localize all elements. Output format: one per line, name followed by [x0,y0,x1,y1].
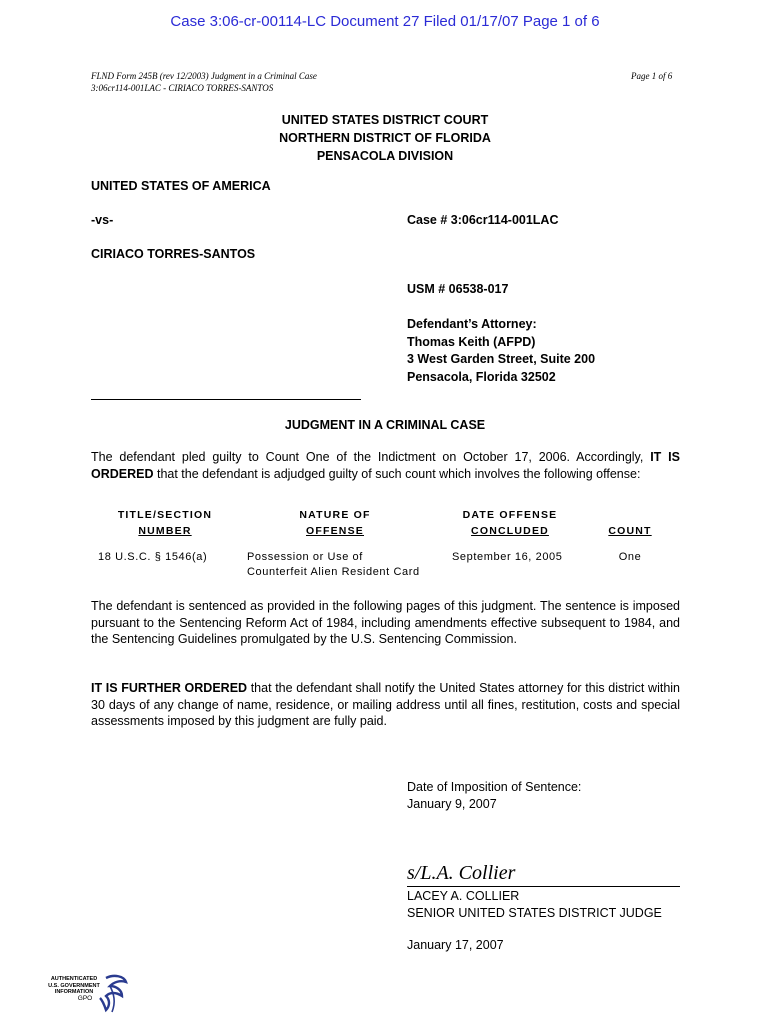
intro-text-1: The defendant pled guilty to Count One of the Indictment on October 17, 2006. Accordingly, [91,450,651,464]
signature-date: January 17, 2007 [407,938,504,952]
sentence-paragraph: The defendant is sentenced as provided in the following pages of this judgment. The sentence is imposed pursuant to the Sentencing Reform Act of 1984, including amendments effective subsequent to 1984, and the Sentencing Guidelines promulgated by the U.S. Sentencing Commission. [91,599,680,646]
header-title-line1: TITLE/SECTION [117,509,213,521]
form-header-line2: 3:06cr114-001LAC - CIRIACO TORRES-SANTOS [91,83,274,93]
intro-text-2: that the defendant is adjudged guilty of such count which involves the following offense: [153,466,641,481]
header-title-section [105,507,225,539]
court-heading [0,111,770,165]
caption-rule [91,399,361,400]
gpo-line3: INFORMATION [54,989,94,995]
attorney-address-line1: 3 West Garden Street, Suite 200 [407,352,596,366]
header-date [445,507,575,539]
case-number: Case # 3:06cr114-001LAC [407,213,559,227]
judge-signature: s/L.A. Collier [407,862,516,884]
page-number: Page 1 of 6 [631,71,673,81]
row-nature-line2: Counterfeit Alien Resident Card [247,566,420,578]
attorney-label: Defendant’s Attorney: [407,317,537,331]
gpo-line4: GPO [77,994,93,1002]
gpo-authentication-seal [44,972,132,1016]
versus: -vs- [91,213,114,227]
further-ordered-bold: IT IS FURTHER ORDERED [91,681,248,695]
gpo-line2: U.S. GOVERNMENT [48,982,100,989]
row-nature [247,550,420,580]
gpo-line1: AUTHENTICATED [50,976,98,982]
row-title-section: 18 U.S.C. § 1546(a) [98,551,208,563]
judge-name: LACEY A. COLLIER [407,889,520,903]
form-header-line1: FLND Form 245B (rev 12/2003) Judgment in a Criminal Case [91,71,317,81]
court-district: NORTHERN DISTRICT OF FLORIDA [279,131,491,145]
usm-number: USM # 06538-017 [407,282,509,296]
gpo-text [44,976,104,1002]
row-date: September 16, 2005 [452,551,563,563]
defendant: CIRIACO TORRES-SANTOS [91,247,256,261]
attorney-name: Thomas Keith (AFPD) [407,334,536,349]
filing-stamp: Case 3:06-cr-00114-LC Document 27 Filed 01/17/07 Page 1 of 6 [170,13,600,30]
imposition-label: Date of Imposition of Sentence: [407,780,582,794]
judge-title: SENIOR UNITED STATES DISTRICT JUDGE [407,906,662,920]
header-title-line2: NUMBER [138,525,192,537]
further-ordered-paragraph [91,680,680,730]
signature-rule [407,886,680,887]
imposition-date: January 9, 2007 [407,797,497,811]
form-header [91,70,317,94]
imposition-block [407,779,581,813]
row-count: One [618,551,642,563]
header-date-line2: CONCLUDED [471,525,549,537]
attorney-address-line2: Pensacola, Florida 32502 [407,369,556,384]
further-ordered-text: that the defendant shall notify the United States attorney for this district within 30 days of any change of name, residence, or mailing address until all fines, restitution, costs and special assessments imposed by this judgment are fully paid. [91,681,681,728]
header-nature [270,507,400,539]
plaintiff: UNITED STATES OF AMERICA [91,179,271,193]
row-nature-line1: Possession or Use of [247,551,363,563]
header-count [595,523,665,539]
judge-block [407,888,662,922]
attorney-block [407,316,595,386]
intro-ordered: IT IS ORDERED [91,450,680,481]
judgment-title: JUDGMENT IN A CRIMINAL CASE [284,418,486,432]
court-name: UNITED STATES DISTRICT COURT [281,113,489,127]
header-date-line1: DATE OFFENSE [462,509,558,521]
intro-paragraph [91,449,680,482]
header-count-label: COUNT [608,525,652,537]
header-nature-line1: NATURE OF [299,509,371,521]
header-nature-line2: OFFENSE [306,525,364,537]
court-division: PENSACOLA DIVISION [316,149,454,163]
